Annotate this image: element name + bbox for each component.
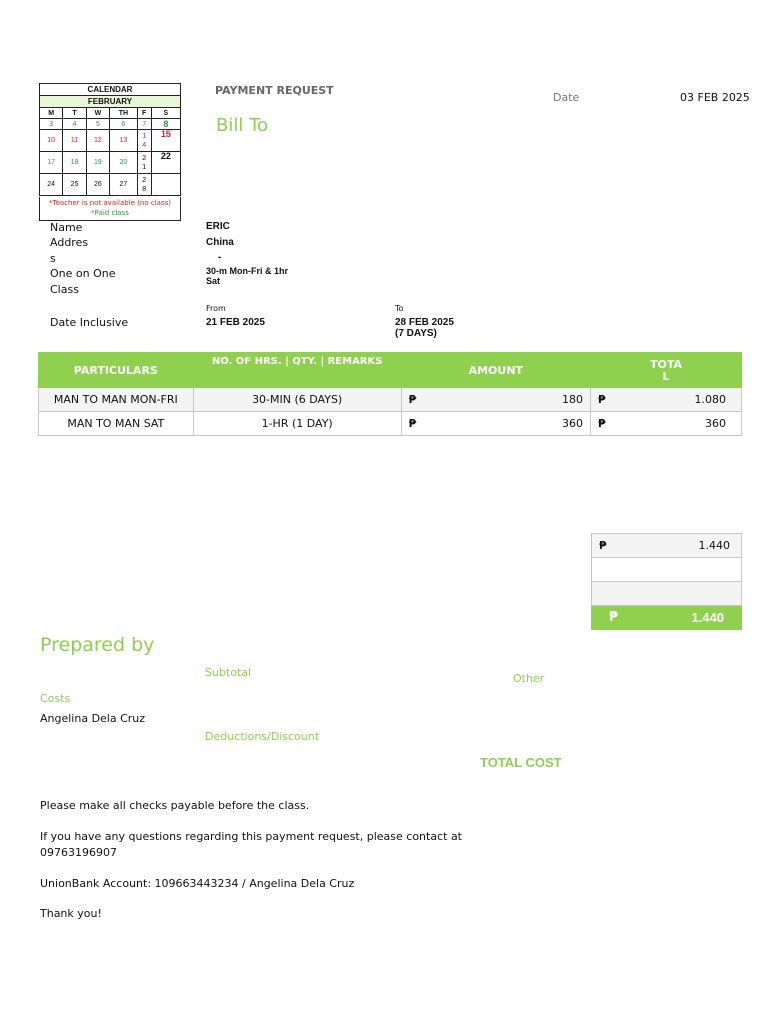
calendar-dow: F — [137, 108, 151, 119]
amount-value: 180 — [562, 393, 583, 406]
calendar-day: 25 — [63, 174, 86, 196]
total-cost-row — [592, 606, 742, 630]
footer-line: If you have any questions regarding this payment request, please contact at — [40, 830, 462, 843]
subtotal-cell — [592, 534, 742, 558]
calendar-day: 2 8 — [137, 174, 151, 196]
subtotal-value: 1.440 — [698, 539, 730, 552]
peso-sign: ₱ — [609, 610, 619, 625]
row-qty: 1-HR (1 DAY) — [193, 412, 401, 436]
row-particular: MAN TO MAN MON-FRI — [39, 388, 194, 412]
peso-sign: ₱ — [598, 393, 606, 406]
calendar-dow: S — [151, 108, 180, 119]
calendar-day: 6 — [110, 119, 138, 130]
name-value: ERIC — [206, 221, 230, 232]
total-cost-label: TOTAL COST — [480, 755, 562, 770]
from-date: 21 FEB 2025 — [206, 317, 265, 328]
items-table — [38, 352, 742, 436]
bank-account: UnionBank Account: 109663443234 / Angelina Dela Cruz — [40, 877, 355, 890]
col-total — [591, 353, 742, 388]
calendar-month: FEBRUARY — [40, 96, 181, 108]
peso-sign: ₱ — [598, 417, 606, 430]
items-header-row — [39, 353, 742, 388]
deductions-label: Deductions/Discount — [205, 730, 320, 743]
calendar-dow: T — [63, 108, 86, 119]
calendar-day: 8 — [151, 119, 180, 130]
deductions-row — [592, 582, 742, 606]
preparer-name: Angelina Dela Cruz — [40, 712, 146, 725]
class-label-cont: Class — [50, 283, 79, 296]
calendar-day: 7 — [137, 119, 151, 130]
col-qty: NO. OF HRS. | QTY. | REMARKS — [193, 353, 401, 388]
peso-sign: ₱ — [408, 393, 417, 406]
page-title: PAYMENT REQUEST — [215, 84, 334, 97]
table-row — [39, 412, 742, 436]
calendar-day: 17 — [40, 152, 63, 174]
calendar-note-unavailable: *Teacher is not available (no class) — [49, 199, 171, 207]
other-label: Other — [513, 672, 545, 685]
total-cost-cell — [592, 606, 742, 630]
bill-to-heading: Bill To — [216, 115, 269, 136]
calendar-day: 13 — [110, 130, 138, 152]
calendar-day: 26 — [86, 174, 109, 196]
date-inclusive-label: Date Inclusive — [50, 316, 129, 329]
row-total — [591, 388, 742, 412]
calendar-day: 20 — [110, 152, 138, 174]
total-cost-value: 1.440 — [691, 610, 724, 625]
prepared-by-heading: Prepared by — [40, 634, 155, 656]
calendar-title: CALENDAR — [40, 84, 181, 96]
subtotal-label: Subtotal — [205, 666, 252, 679]
name-label: Name — [50, 221, 83, 234]
class-value-cont: Sat — [206, 276, 221, 286]
total-value: 1.080 — [694, 393, 726, 406]
to-date-duration: (7 DAYS) — [395, 328, 437, 339]
address-label: Addres — [50, 236, 89, 249]
col-particulars: PARTICULARS — [39, 353, 194, 388]
subtotal-row — [592, 534, 742, 558]
calendar-day: 4 — [63, 119, 86, 130]
class-value: 30-m Mon-Fri & 1hr — [206, 266, 289, 276]
to-label: To — [395, 304, 404, 313]
deductions-value — [592, 582, 742, 606]
thank-you: Thank you! — [40, 907, 102, 920]
address-label-cont: s — [50, 252, 56, 265]
calendar-day: 24 — [40, 174, 63, 196]
row-particular: MAN TO MAN SAT — [39, 412, 194, 436]
table-row — [39, 388, 742, 412]
calendar-day: 19 — [86, 152, 109, 174]
address-value-cont: - — [218, 252, 222, 263]
row-qty: 30-MIN (6 DAYS) — [193, 388, 401, 412]
calendar-dow: TH — [110, 108, 138, 119]
calendar-dow: W — [86, 108, 109, 119]
calendar-day: 10 — [40, 130, 63, 152]
total-value: 360 — [705, 417, 726, 430]
peso-sign: ₱ — [599, 539, 607, 552]
calendar-day — [151, 174, 180, 196]
address-value: China — [206, 237, 234, 248]
calendar-day: 2 1 — [137, 152, 151, 174]
calendar — [39, 83, 181, 196]
calendar-day: 5 — [86, 119, 109, 130]
col-total-part1: TOTA — [649, 358, 683, 371]
calendar-day: 15 — [151, 130, 180, 152]
peso-sign: ₱ — [408, 417, 417, 430]
row-amount — [401, 412, 590, 436]
amount-value: 360 — [562, 417, 583, 430]
other-costs-value — [592, 558, 742, 582]
calendar-legend — [39, 197, 181, 221]
to-date: 28 FEB 2025 — [395, 317, 454, 328]
costs-label: Costs — [40, 692, 71, 705]
class-label: One on One — [50, 267, 116, 280]
footer-line: Please make all checks payable before the class. — [40, 799, 310, 812]
calendar-note-paid: *Paid class — [91, 209, 129, 217]
calendar-day: 18 — [63, 152, 86, 174]
calendar-day: 12 — [86, 130, 109, 152]
date-label: Date — [553, 91, 580, 104]
from-label: From — [206, 304, 226, 313]
totals-table — [591, 533, 742, 630]
calendar-day: 11 — [63, 130, 86, 152]
calendar-day: 22 — [151, 152, 180, 174]
date-value: 03 FEB 2025 — [680, 91, 750, 104]
other-costs-row — [592, 558, 742, 582]
row-amount — [401, 388, 590, 412]
calendar-dow: M — [40, 108, 63, 119]
col-total-part2: L — [662, 370, 670, 383]
calendar-day: 3 — [40, 119, 63, 130]
calendar-day: 27 — [110, 174, 138, 196]
contact-number: 09763196907 — [40, 846, 117, 859]
calendar-day: 1 4 — [137, 130, 151, 152]
col-amount: AMOUNT — [401, 353, 590, 388]
row-total — [591, 412, 742, 436]
